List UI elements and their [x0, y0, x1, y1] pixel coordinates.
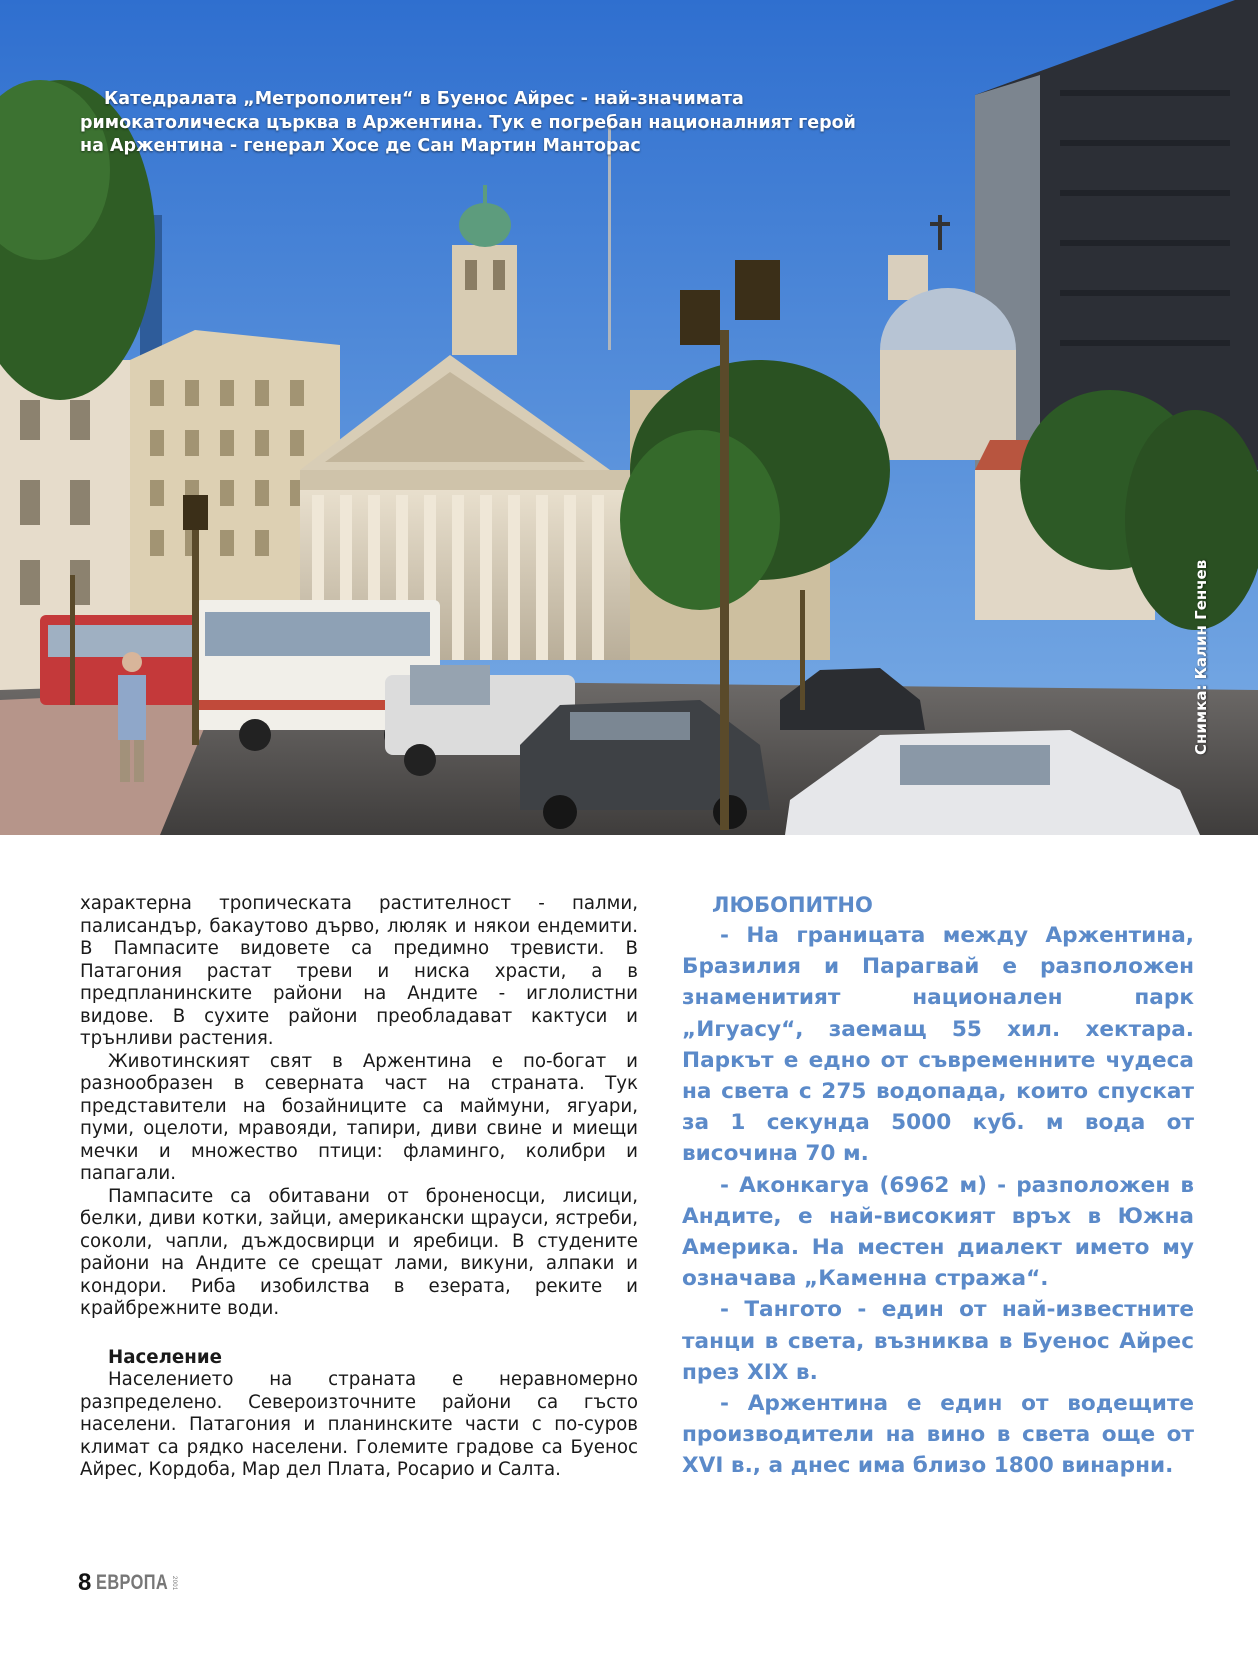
photo-credit: Снимка: Калин Генчев	[1192, 559, 1210, 755]
section-paragraph: Населението на страната е неравномерно разпределено. Североизточните райони са гъсто населени. Патагония и планинските части с по-суров климат са рядко населени. Големите градове са Буенос Айрес, Кордоба, Мар дел Плата, Росарио и Салта.	[80, 1369, 638, 1480]
fact-item: - Аконкагуа (6962 м) - разположен в Андите, е най-високият връх в Южна Америка. На местен диалект името му означава „Каменна стража“.	[682, 1172, 1194, 1292]
fact-item: - Аржентина е един от водещите производители на вино в света още от XVI в., а днес има близо 1800 винарни.	[682, 1391, 1194, 1479]
magazine-logo-sub: 2001	[170, 1575, 177, 1591]
article-paragraph: Животинският свят в Аржентина е по-богат и разнообразен в северната част на страната. Тук представители на бозайниците са маймуни, ягуари, пуми, оцелоти, мравояди, тапири, диви свине и миещи мечки и множество птици: фламинго, колибри и папагали.	[80, 1050, 638, 1184]
photo-caption: Катедралата „Метрополитен“ в Буенос Айрес - най-значимата римокатолическа църква в Аржентина. Тук е погребан националният герой на Аржентина - генерал Хосе де Сан Мартин Манторас	[80, 89, 856, 156]
sidebar-heading: ЛЮБОПИТНО	[712, 893, 873, 917]
fact-item: - На границата между Аржентина, Бразилия и Парагвай е разположен знаменитият национален парк „Игуасу“, заемащ 55 хил. хектара. Паркът е едно от съвременните чудеса на света с 275 водопада, които спускат за 1 секунда 5000 куб. м вода от височина 70 м.	[682, 923, 1194, 1167]
magazine-logo: ЕВРОПА	[96, 1571, 169, 1594]
fact-item: - Тангото - един от най-известните танци в света, възниква в Буенос Айрес през XIX в.	[682, 1297, 1194, 1385]
article-paragraph: Пампасите са обитавани от броненосци, лисици, белки, диви котки, зайци, американски щрауси, ястреби, соколи, чапли, дъждосвирци и яребици. В студените райони на Андите се срещат лами, викуни, алпаки и кондори. Риба изобилства в езерата, реките и крайбрежните води.	[80, 1185, 638, 1319]
article-paragraph: характерна тропическата растителност - палми, палисандър, бакаутово дърво, люляк и някои ендемити. В Пампасите видовете са предимно тревисти. В Патагония растат треви и ниска храсти, а в предпланинските райони на Андите - иглолистни видове. В сухите райони преобладават кактуси и трънливи растения.	[80, 893, 638, 1049]
article-column	[80, 893, 638, 1482]
page-number: 8	[78, 1569, 92, 1596]
section-heading: Население	[108, 1346, 222, 1368]
page-footer	[78, 1568, 177, 1598]
curious-facts-sidebar	[682, 892, 1194, 1482]
